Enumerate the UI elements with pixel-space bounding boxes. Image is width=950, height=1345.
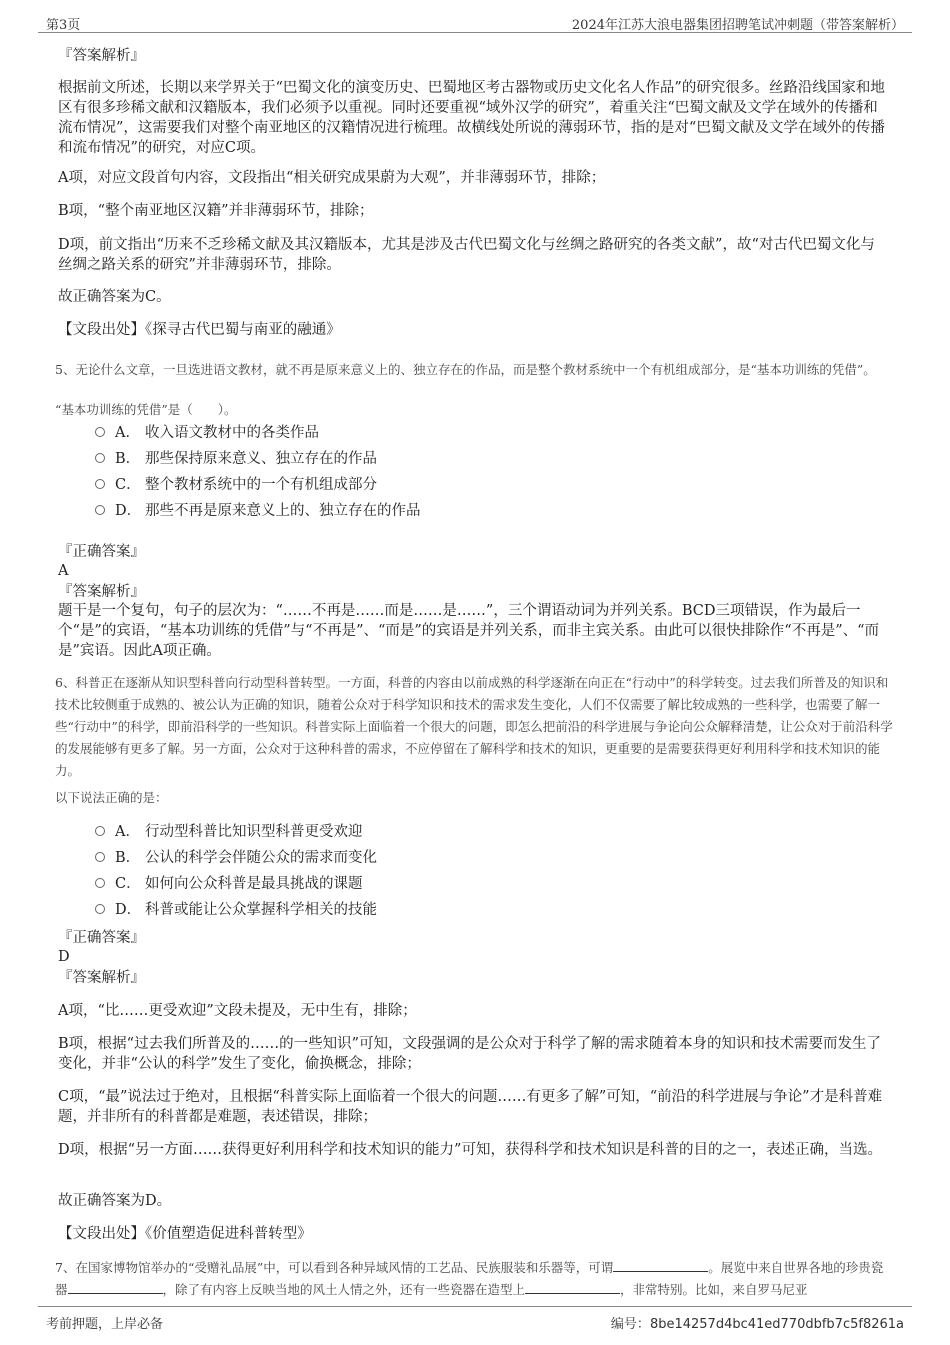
- question-5-stem: 5、无论什么文章，一旦选进语文教材，就不再是原来意义上的、独立存在的作品，而是整个教材系统中一个有机组成部分，是“基本功训练的凭借”。: [55, 362, 876, 377]
- analysis-label: 『答案解析』: [58, 970, 145, 986]
- analysis-option-a: A项，“比……更受欢迎”文段未提及，无中生有，排除；: [58, 1003, 417, 1019]
- document-code: 编号：8be14257d4bc41ed770dbfb7c5f8261a: [610, 1317, 904, 1332]
- page-footer: [38, 1306, 912, 1331]
- analysis-label: 『答案解析』: [58, 584, 145, 600]
- analysis-option-c: C项，“最”说法过于绝对，且根据“科普实际上面临着一个很大的问题……有更多了解”可知，“前沿的科学进展与争论”才是科普难题，并非所有的科普都是难题，表述错误，排除；: [58, 1089, 883, 1125]
- radio-icon[interactable]: [95, 453, 105, 463]
- analysis-option-d: D项，前文指出“历来不乏珍稀文献及其汉籍版本，尤其是涉及古代巴蜀文化与丝绸之路研究的各类文献”，故“对古代巴蜀文化与丝绸之路关系的研究”并非薄弱环节，排除。: [58, 237, 875, 273]
- radio-icon[interactable]: [95, 479, 105, 489]
- analysis-label: 『答案解析』: [58, 48, 145, 64]
- analysis-paragraph: 根据前文所述，长期以来学界关于“巴蜀文化的演变历史、巴蜀地区考古器物或历史文化名人作品”的研究很多。丝路沿线国家和地区有很多珍稀文献和汉籍版本，我们必须予以重视。同时还要重视“域外汉学的研究”，着重关注“巴蜀文献及文学在域外的传播和流布情况”，这需要我们对整个南亚地区的汉籍情况进行梳理。故横线处所说的薄弱环节，指的是对“巴蜀文献及文学在域外的传播和流布情况”的研究，对应C项。: [58, 80, 885, 156]
- question-5-option-b[interactable]: B． 那些保持原来意义、独立存在的作品: [95, 449, 377, 469]
- radio-icon[interactable]: [95, 904, 105, 914]
- question-5-analysis: 题干是一个复句，句子的层次为：“……不再是……而是……是……”，三个谓语动词为并列关系。BCD三项错误，作为最后一个“是”的宾语，“基本功训练的凭借”与“不再是”、“而是”的宾语是并列关系，而非主宾关系。由此可以很快排除作“不再是”、“而是”宾语。因此A项正确。: [58, 603, 880, 659]
- analysis-option-b: B项，根据“过去我们所普及的……的一些知识”可知，文段强调的是公众对于科学了解的需求随着本身的知识和技术需要而发生了变化，并非“公认的科学”发生了变化，偷换概念，排除；: [58, 1036, 881, 1072]
- question-7-stem: 7、在国家博物馆举办的“受赠礼品展”中，可以看到各种异域风情的工艺品、民族服装和乐器等，可谓 。展览中来自世界各地的珍贵瓷器 ，除了有内容上反映当地的风土人情之外，还有一些瓷器在造型上 ，非常特别。比如，来自罗马尼亚: [55, 1257, 895, 1301]
- answer-blank-3[interactable]: [525, 1279, 620, 1294]
- question-5-option-d[interactable]: D． 那些不再是原来意义上的、独立存在的作品: [95, 501, 421, 521]
- analysis-option-b: B项，“整个南亚地区汉籍”并非薄弱环节，排除；: [58, 203, 374, 219]
- radio-icon[interactable]: [95, 878, 105, 888]
- analysis-conclusion: 故正确答案为C。: [58, 289, 171, 305]
- answer-label: 『正确答案』: [58, 544, 145, 560]
- page-number: 第3页: [46, 18, 81, 33]
- radio-icon[interactable]: [95, 826, 105, 836]
- question-6-stem: 6、科普正在逐渐从知识型科普向行动型科普转型。一方面，科普的内容由以前成熟的科学逐渐在向正在“行动中”的科学转变。过去我们所普及的知识和技术比较侧重于成熟的、被公认为正确的知识，随着公众对于科学知识和技术的需求发生变化，人们不仅需要了解比较成熟的一些科学，也需要了解一些“行动中”的科学，即前沿科学的一些知识。科普实际上面临着一个很大的问题，即怎么把前沿的科学进展与争论向公众解释清楚，让公众对于前沿科学的发展能够有更多了解。另一方面，公众对于这种科普的需求，不应停留在了解科学和技术的知识，更重要的是需要获得更好利用科学和技术知识的能力。: [55, 675, 893, 778]
- question-6-option-d[interactable]: D． 科普或能让公众掌握科学相关的技能: [95, 900, 377, 920]
- radio-icon[interactable]: [95, 505, 105, 515]
- question-6-option-c[interactable]: C． 如何向公众科普是最具挑战的课题: [95, 874, 363, 894]
- analysis-option-a: A项，对应文段首句内容，文段指出“相关研究成果蔚为大观”，并非薄弱环节，排除；: [58, 170, 606, 186]
- question-5-ask: “基本功训练的凭借”是（ ）。: [55, 402, 237, 417]
- question-6-option-a[interactable]: A． 行动型科普比知识型科普更受欢迎: [95, 822, 363, 842]
- question-5-option-a[interactable]: A． 收入语文教材中的各类作品: [95, 423, 319, 443]
- answer-label: 『正确答案』: [58, 930, 145, 946]
- question-5-option-c[interactable]: C． 整个教材系统中的一个有机组成部分: [95, 475, 377, 495]
- passage-source: 【文段出处】《价值塑造促进科普转型》: [58, 1226, 312, 1242]
- correct-answer: D: [58, 949, 70, 965]
- passage-source: 【文段出处】《探寻古代巴蜀与南亚的融通》: [58, 322, 341, 338]
- question-6-option-b[interactable]: B． 公认的科学会伴随公众的需求而变化: [95, 848, 377, 868]
- radio-icon[interactable]: [95, 852, 105, 862]
- analysis-option-d: D项，根据“另一方面……获得更好利用科学和技术知识的能力”可知，获得科学和技术知识是科普的目的之一，表述正确，当选。: [58, 1142, 882, 1158]
- document-title: 2024年江苏大浪电器集团招聘笔试冲刺题（带答案解析）: [571, 18, 904, 33]
- correct-answer: A: [58, 563, 69, 579]
- answer-blank-2[interactable]: [68, 1279, 163, 1294]
- analysis-conclusion: 故正确答案为D。: [58, 1193, 172, 1209]
- footer-slogan: 考前押题，上岸必备: [46, 1317, 164, 1332]
- radio-icon[interactable]: [95, 427, 105, 437]
- page-header: [38, 10, 912, 33]
- answer-blank-1[interactable]: [613, 1257, 708, 1272]
- question-6-ask: 以下说法正确的是：: [55, 790, 168, 805]
